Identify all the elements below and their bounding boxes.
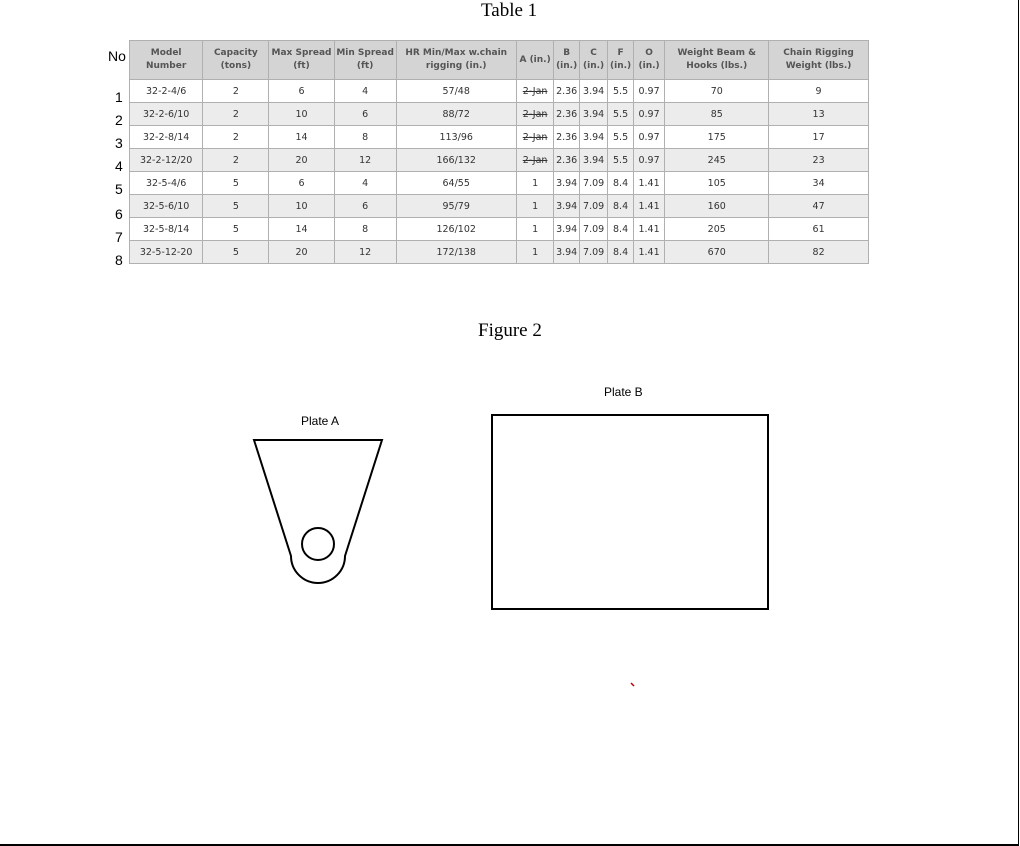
stray-mark bbox=[631, 683, 634, 686]
column-header: A (in.) bbox=[516, 41, 554, 80]
table-cell: 3.94 bbox=[579, 103, 608, 126]
table-cell: 95/79 bbox=[396, 195, 516, 218]
table-cell: 0.97 bbox=[633, 149, 665, 172]
plate-a-label: Plate A bbox=[301, 414, 340, 428]
table-cell: 8 bbox=[334, 218, 396, 241]
table-cell: 160 bbox=[665, 195, 769, 218]
plate-b-label: Plate B bbox=[604, 385, 643, 399]
table-cell: 8.4 bbox=[608, 195, 633, 218]
table-cell: 6 bbox=[269, 80, 334, 103]
table-cell: 8.4 bbox=[608, 241, 633, 264]
table-cell: 5 bbox=[203, 241, 269, 264]
table-cell: 32-5-12-20 bbox=[130, 241, 203, 264]
table-cell: 2 bbox=[203, 103, 269, 126]
table-cell: 2-Jan bbox=[516, 126, 554, 149]
table-cell: 7.09 bbox=[579, 241, 608, 264]
table-cell: 8 bbox=[334, 126, 396, 149]
table-cell: 0.97 bbox=[633, 80, 665, 103]
table-cell: 88/72 bbox=[396, 103, 516, 126]
column-header: Max Spread (ft) bbox=[269, 41, 334, 80]
table-cell: 70 bbox=[665, 80, 769, 103]
table-cell: 64/55 bbox=[396, 172, 516, 195]
table-cell: 32-2-12/20 bbox=[130, 149, 203, 172]
table-cell: 47 bbox=[769, 195, 869, 218]
table-cell: 2 bbox=[203, 149, 269, 172]
row-number: 3 bbox=[115, 135, 123, 151]
table-cell: 7.09 bbox=[579, 172, 608, 195]
table-cell: 126/102 bbox=[396, 218, 516, 241]
table-cell: 3.94 bbox=[554, 241, 579, 264]
table-cell: 1 bbox=[516, 195, 554, 218]
table-cell: 7.09 bbox=[579, 195, 608, 218]
table-cell: 6 bbox=[334, 103, 396, 126]
figure-title: Figure 2 bbox=[478, 320, 542, 341]
table-cell: 3.94 bbox=[554, 172, 579, 195]
column-header: B (in.) bbox=[554, 41, 579, 80]
table-cell: 12 bbox=[334, 241, 396, 264]
table-cell: 5.5 bbox=[608, 149, 633, 172]
table-cell: 0.97 bbox=[633, 126, 665, 149]
table-cell: 5.5 bbox=[608, 126, 633, 149]
table-cell: 14 bbox=[269, 218, 334, 241]
row-number: 1 bbox=[115, 89, 123, 105]
table-cell: 1 bbox=[516, 241, 554, 264]
table-cell: 2.36 bbox=[554, 103, 579, 126]
table-cell: 105 bbox=[665, 172, 769, 195]
table-cell: 3.94 bbox=[579, 149, 608, 172]
table-cell: 670 bbox=[665, 241, 769, 264]
table-cell: 10 bbox=[269, 103, 334, 126]
table-cell: 6 bbox=[269, 172, 334, 195]
row-number: 6 bbox=[115, 206, 123, 222]
table-cell: 32-5-8/14 bbox=[130, 218, 203, 241]
table-cell: 23 bbox=[769, 149, 869, 172]
table-cell: 7.09 bbox=[579, 218, 608, 241]
column-header: Weight Beam & Hooks (lbs.) bbox=[665, 41, 769, 80]
table-cell: 4 bbox=[334, 172, 396, 195]
table-cell: 3.94 bbox=[579, 126, 608, 149]
table-cell: 2 bbox=[203, 126, 269, 149]
plate-a bbox=[254, 440, 382, 583]
table-cell: 2-Jan bbox=[516, 103, 554, 126]
table-cell: 13 bbox=[769, 103, 869, 126]
table-cell: 0.97 bbox=[633, 103, 665, 126]
table-cell: 175 bbox=[665, 126, 769, 149]
plate-b bbox=[492, 415, 768, 609]
table-cell: 172/138 bbox=[396, 241, 516, 264]
table-cell: 61 bbox=[769, 218, 869, 241]
table-cell: 20 bbox=[269, 149, 334, 172]
table-cell: 3.94 bbox=[579, 80, 608, 103]
table-cell: 32-5-6/10 bbox=[130, 195, 203, 218]
column-header: Chain Rigging Weight (lbs.) bbox=[769, 41, 869, 80]
table-cell: 32-2-4/6 bbox=[130, 80, 203, 103]
table-cell: 205 bbox=[665, 218, 769, 241]
table-cell: 1 bbox=[516, 172, 554, 195]
table-cell: 9 bbox=[769, 80, 869, 103]
plate-a-hole bbox=[302, 528, 334, 560]
row-number: 2 bbox=[115, 112, 123, 128]
no-header: No bbox=[108, 48, 126, 64]
table-cell: 2.36 bbox=[554, 149, 579, 172]
table-cell: 8.4 bbox=[608, 172, 633, 195]
column-header: C (in.) bbox=[579, 41, 608, 80]
row-number: 7 bbox=[115, 229, 123, 245]
plate-a-outline bbox=[254, 440, 382, 583]
table-cell: 2 bbox=[203, 80, 269, 103]
table-cell: 10 bbox=[269, 195, 334, 218]
table-cell: 32-2-8/14 bbox=[130, 126, 203, 149]
table-cell: 34 bbox=[769, 172, 869, 195]
table-cell: 12 bbox=[334, 149, 396, 172]
table-cell: 8.4 bbox=[608, 218, 633, 241]
table-cell: 3.94 bbox=[554, 218, 579, 241]
table-cell: 3.94 bbox=[554, 195, 579, 218]
table-cell: 5 bbox=[203, 195, 269, 218]
table-cell: 85 bbox=[665, 103, 769, 126]
table-cell: 166/132 bbox=[396, 149, 516, 172]
row-number: 8 bbox=[115, 252, 123, 268]
table-cell: 20 bbox=[269, 241, 334, 264]
table-cell: 17 bbox=[769, 126, 869, 149]
table-title: Table 1 bbox=[481, 0, 538, 21]
table-cell: 245 bbox=[665, 149, 769, 172]
column-header: Min Spread (ft) bbox=[334, 41, 396, 80]
table-cell: 6 bbox=[334, 195, 396, 218]
table-cell: 32-5-4/6 bbox=[130, 172, 203, 195]
table-cell: 113/96 bbox=[396, 126, 516, 149]
row-number: 5 bbox=[115, 181, 123, 197]
table-cell: 82 bbox=[769, 241, 869, 264]
table-cell: 32-2-6/10 bbox=[130, 103, 203, 126]
row-number: 4 bbox=[115, 158, 123, 174]
table-cell: 5.5 bbox=[608, 80, 633, 103]
table-cell: 1.41 bbox=[633, 195, 665, 218]
table-cell: 1 bbox=[516, 218, 554, 241]
column-header: Model Number bbox=[130, 41, 203, 80]
table-cell: 57/48 bbox=[396, 80, 516, 103]
table-cell: 5 bbox=[203, 218, 269, 241]
column-header: HR Min/Max w.chain rigging (in.) bbox=[396, 41, 516, 80]
table-cell: 1.41 bbox=[633, 218, 665, 241]
table-cell: 1.41 bbox=[633, 172, 665, 195]
column-header: O (in.) bbox=[633, 41, 665, 80]
column-header: F (in.) bbox=[608, 41, 633, 80]
table-cell: 2.36 bbox=[554, 126, 579, 149]
table-cell: 5 bbox=[203, 172, 269, 195]
table-cell: 4 bbox=[334, 80, 396, 103]
table-cell: 2.36 bbox=[554, 80, 579, 103]
table-cell: 1.41 bbox=[633, 241, 665, 264]
table-cell: 14 bbox=[269, 126, 334, 149]
column-header: Capacity (tons) bbox=[203, 41, 269, 80]
table-cell: 5.5 bbox=[608, 103, 633, 126]
table-cell: 2-Jan bbox=[516, 80, 554, 103]
table-cell: 2-Jan bbox=[516, 149, 554, 172]
